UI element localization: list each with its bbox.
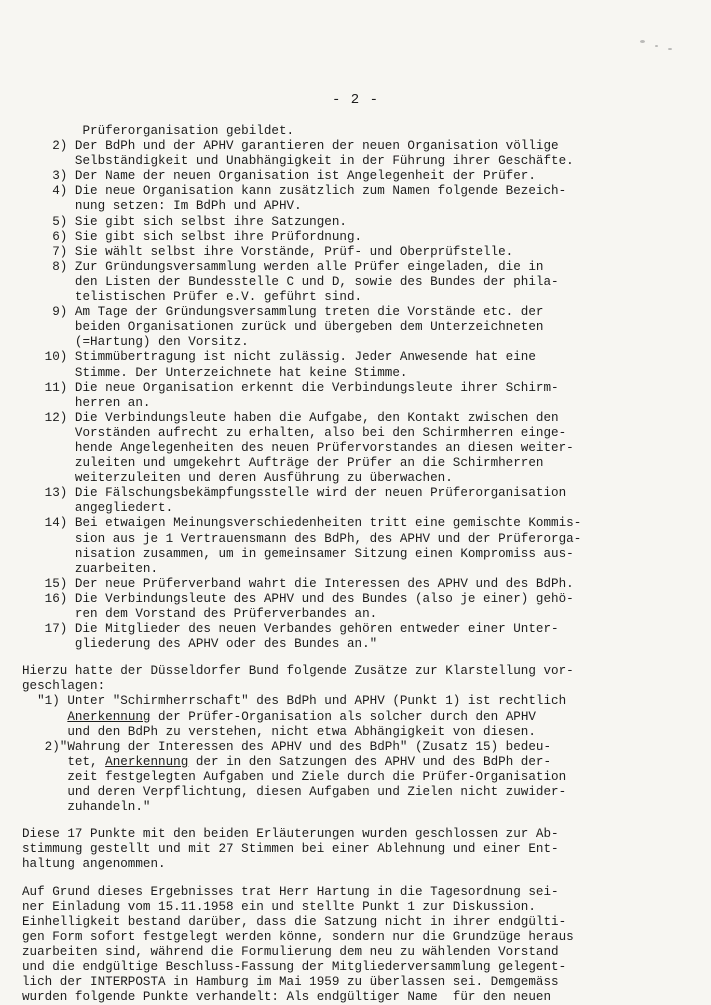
underlined-word: Anerkennung (67, 709, 151, 724)
scan-speck (668, 48, 672, 50)
text-line: telistischen Prüfer e.V. geführt sind. (22, 290, 363, 305)
text-line: 10) Stimmübertragung ist nicht zulässig. Jeder Anwesende hat eine (22, 350, 536, 365)
text-line: 3) Der Name der neuen Organisation ist Angelegenheit der Prüfer. (22, 169, 536, 184)
text-line: ren dem Vorstand des Prüferverbandes an. (22, 607, 378, 621)
text-line: 13) Die Fälschungsbekämpfungsstelle wird der neuen Prüferorganisation (22, 486, 567, 501)
text-line: lich der INTERPOSTA in Hamburg im Mai 1959 zu überlassen sei. Demgemäss (22, 975, 559, 990)
text-line: zuleiten und umgekehrt Aufträge der Prüfer an die Schirmherren (22, 456, 544, 471)
text-line: 14) Bei etwaigen Meinungsverschiedenheiten tritt eine gemischte Kommis- (22, 516, 582, 531)
text-line: 5) Sie gibt sich selbst ihre Satzungen. (22, 214, 347, 229)
text-line: 11) Die neue Organisation erkennt die Verbindungsleute ihrer Schirm- (22, 380, 559, 395)
text-line: nung setzen: Im BdPh und APHV. (22, 199, 302, 214)
text-line: zuarbeiten. (22, 561, 159, 576)
text-line: 16) Die Verbindungsleute des APHV und des Bundes (also je einer) gehö- (22, 591, 574, 606)
text-line: den Listen der Bundesstelle C und D, sowie des Bundes der phila- (22, 274, 559, 289)
text-line: beiden Organisationen zurück und übergeben dem Unterzeichneten (22, 320, 544, 335)
paragraph-gap (22, 652, 697, 664)
text-line: hende Angelegenheiten des neuen Prüfervorstandes an diesen weiter- (22, 440, 574, 455)
scan-speck (640, 40, 645, 43)
text-line: geschlagen: (22, 679, 106, 694)
text-line: herren an. (22, 395, 151, 410)
text-line: Anerkennung der Prüfer-Organisation als solcher durch den APHV (67, 709, 536, 724)
text-line: zuhandeln." (22, 800, 151, 815)
text-line: stimmung gestellt und mit 27 Stimmen bei einer Ablehnung und einer Ent- (22, 842, 559, 857)
paragraph-gap (22, 873, 697, 885)
paragraph-gap (22, 815, 697, 827)
text-line: Prüferorganisation gebildet. (22, 124, 295, 138)
text-line: nisation zusammen, um in gemeinsamer Sitzung einen Kompromiss aus- (22, 546, 574, 561)
text-line: 7) Sie wählt selbst ihre Vorstände, Prüf- und Oberprüfstelle. (22, 244, 514, 259)
text-line: weiterzuleiten und deren Ausführung zu überwachen. (22, 471, 453, 486)
text-line: Einhelligkeit bestand darüber, dass die Satzung nicht in ihrer endgülti- (22, 914, 567, 929)
text-line: 9) Am Tage der Gründungsversammlung treten die Vorstände etc. der (22, 305, 544, 320)
text-line: "1) Unter "Schirmherrschaft" des BdPh und APHV (Punkt 1) ist rechtlich (22, 694, 567, 709)
text-line: haltung angenommen. (22, 857, 166, 872)
text-line: 4) Die neue Organisation kann zusätzlich zum Namen folgende Bezeich- (22, 184, 567, 199)
text-line: 6) Sie gibt sich selbst ihre Prüfordnung. (22, 229, 363, 244)
text-line: gliederung des APHV oder des Bundes an." (22, 637, 378, 652)
text-line: ner Einladung vom 15.11.1958 ein und stellte Punkt 1 zur Diskussion. (22, 899, 536, 914)
text-line: 12) Die Verbindungsleute haben die Aufgabe, den Kontakt zwischen den (22, 410, 559, 425)
text-line: zuarbeiten sind, während die Formulierung dem neu zu wählenden Vorstand (22, 944, 559, 959)
text-line: 2)"Wahrung der Interessen des APHV und des BdPh" (Zusatz 15) bedeu- (22, 739, 552, 754)
text-line: (=Hartung) den Vorsitz. (22, 335, 249, 350)
document-body (22, 124, 697, 1005)
text-line: wurden folgende Punkte verhandelt: Als endgültiger Name für den neuen (22, 990, 552, 1005)
text-line: 17) Die Mitglieder des neuen Verbandes gehören entweder einer Unter- (22, 622, 559, 637)
text-line: und deren Verpflichtung, diesen Aufgaben und Zielen nicht zuwider- (22, 785, 567, 800)
scan-speck (655, 45, 658, 47)
text-line: Diese 17 Punkte mit den beiden Erläuterungen wurden geschlossen zur Ab- (22, 827, 559, 842)
text-line: Stimme. Der Unterzeichnete hat keine Stimme. (22, 365, 408, 380)
text-line: und die endgültige Beschluss-Fassung der Mitgliederversammlung gelegent- (22, 959, 567, 974)
text-line: Hierzu hatte der Düsseldorfer Bund folgende Zusätze zur Klarstellung vor- (22, 664, 574, 679)
text-line: angegliedert. (22, 501, 174, 516)
underlined-word: Anerkennung (105, 754, 189, 769)
text-line: Selbständigkeit und Unabhängigkeit in der Führung ihrer Geschäfte. (22, 154, 574, 169)
text-line: zeit festgelegten Aufgaben und Ziele durch die Prüfer-Organisation (22, 769, 567, 784)
text-line: 15) Der neue Prüferverband wahrt die Interessen des APHV und des BdPh. (22, 576, 574, 591)
page-number: - 2 - (331, 92, 379, 108)
text-line: 2) Der BdPh und der APHV garantieren der neuen Organisation völlige (22, 139, 559, 154)
text-line: sion aus je 1 Vertrauensmann des BdPh, des APHV und der Prüferorga- (22, 531, 582, 546)
text-line: und den BdPh zu verstehen, nicht etwa Abhängigkeit von diesen. (22, 724, 536, 739)
text-line: Auf Grund dieses Ergebnisses trat Herr Hartung in die Tagesordnung sei- (22, 884, 559, 899)
text-line: tet, Anerkennung der in den Satzungen des APHV und des BdPh der- (22, 754, 552, 769)
text-line: Vorständen aufrecht zu erhalten, also bei den Schirmherren einge- (22, 425, 567, 440)
text-line: gen Form sofort festgelegt werden könne, sondern nur die Grundzüge heraus (22, 929, 574, 944)
text-line: 8) Zur Gründungsversammlung werden alle Prüfer eingeladen, die in (22, 259, 544, 274)
